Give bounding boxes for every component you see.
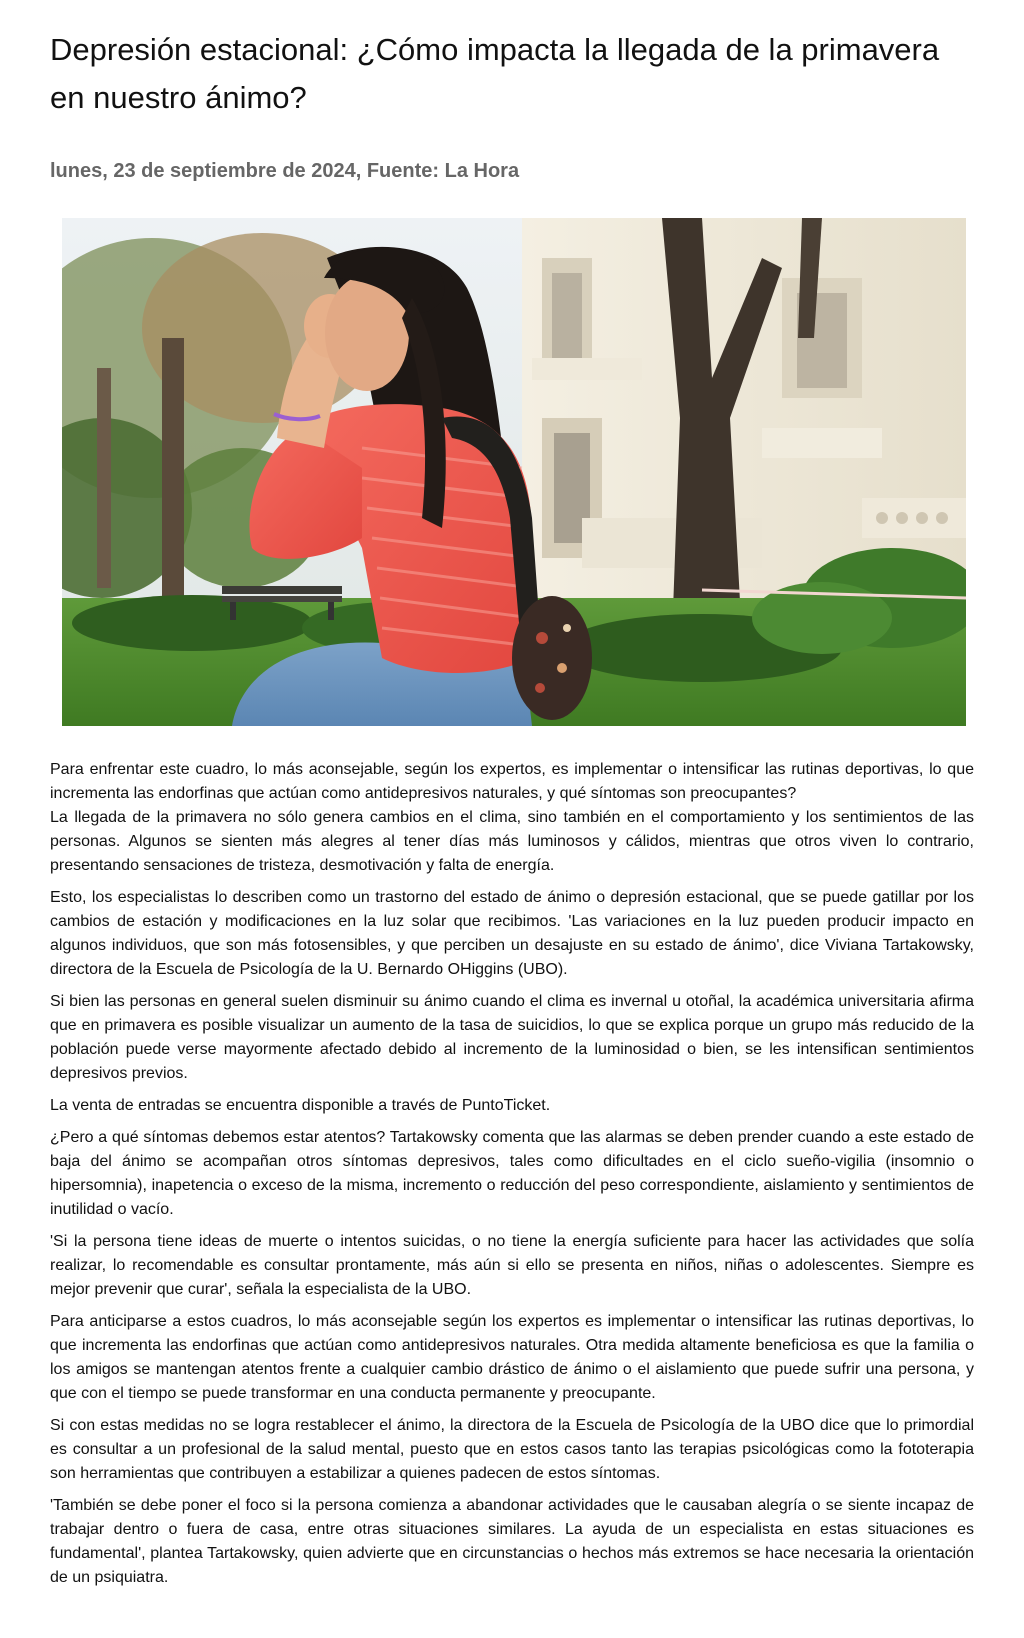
photo-illustration — [62, 218, 966, 726]
paragraph: ¿Pero a qué síntomas debemos estar atentos? Tartakowsky comenta que las alarmas se deben prender cuando a este estado de baja del ánimo se acompañan otros síntomas depresivos, tales como dificultades en el ciclo sueño-vigilia (insomnio o hipersomnia), inapetencia o exceso de la misma, incremento o reducción del peso correspondiente, aislamiento y sentimientos de inutilidad o vacío. — [50, 1129, 974, 1218]
article-meta — [50, 158, 974, 184]
paragraph: Si bien las personas en general suelen disminuir su ánimo cuando el clima es invernal u otoñal, la académica universitaria afirma que en primavera es posible visualizar un aumento de la tasa de suicidios, lo que se explica porque un grupo más reducido de la población puede verse mayormente afectado debido al incremento de la luminosidad o bien, se les intensifican sentimientos depresivos previos. — [50, 993, 974, 1082]
article-source-name: La Hora — [444, 160, 520, 182]
paragraph: Para anticiparse a estos cuadros, lo más aconsejable según los expertos es implementar o intensificar las rutinas deportivas, lo que incrementa las endorfinas que actúan como antidepresivos naturales. Otra medida altamente beneficiosa es que la familia o los amigos se mantengan atentos frente a cualquier cambio drástico de ánimo o el aislamiento que puede sufrir una persona, y que con el tiempo se puede transformar en una conducta permanente y preocupante. — [50, 1313, 974, 1402]
paragraph: 'Si la persona tiene ideas de muerte o intentos suicidas, o no tiene la energía suficiente para hacer las actividades que solía realizar, lo recomendable es consultar prontamente, más aún si ello se presenta en niños, niñas o adolescentes. Siempre es mejor prevenir que curar', señala la especialista de la UBO. — [50, 1233, 974, 1298]
paragraph: Si con estas medidas no se logra restablecer el ánimo, la directora de la Escuela de Psicología de la UBO dice que lo primordial es consultar a un profesional de la salud mental, puesto que en estos casos tanto las terapias psicológicas como la fototerapia son herramientas que contribuyen a estabilizar a quienes padecen de estos síntomas. — [50, 1417, 974, 1482]
article-source-label: Fuente: — [366, 160, 440, 182]
paragraph: La llegada de la primavera no sólo genera cambios en el clima, sino también en el comportamiento y los sentimientos de las personas. Algunos se sienten más alegres al tener días más luminosos y cálidos, mientras que otros viven lo contrario, presentando sensaciones de tristeza, desmotivación y falta de energía. — [50, 809, 974, 874]
paragraph: 'También se debe poner el foco si la persona comienza a abandonar actividades que le causaban alegría o se siente incapaz de trabajar dentro o fuera de casa, entre otras situaciones similares. La ayuda de un especialista en estas situaciones es fundamental', plantea Tartakowsky, quien advierte que en circunstancias o hechos más extremos se hace necesaria la orientación de un psiquiatra. — [50, 1497, 974, 1586]
paragraph: Para enfrentar este cuadro, lo más aconsejable, según los expertos, es implementar o intensificar las rutinas deportivas, lo que incrementa las endorfinas que actúan como antidepresivos naturales, y qué síntomas son preocupantes? — [50, 761, 974, 802]
paragraph: La venta de entradas se encuentra disponible a través de PuntoTicket. — [50, 1097, 551, 1114]
article-photo — [62, 218, 966, 726]
article-date: lunes, 23 de septiembre de 2024, — [50, 160, 362, 182]
article-title: Depresión estacional: ¿Cómo impacta la llegada de la primavera en nuestro ánimo? — [50, 32, 940, 115]
paragraph: Esto, los especialistas lo describen como un trastorno del estado de ánimo o depresión estacional, que se puede gatillar por los cambios de estación y modificaciones en la luz solar que recibimos. 'Las variaciones en la luz pueden producir impacto en algunos individuos, que son más fotosensibles, y que perciben un desajuste en su estado de ánimo', dice Viviana Tartakowsky, directora de la Escuela de Psicología de la U. Bernardo OHiggins (UBO). — [50, 889, 974, 978]
article-body — [50, 758, 974, 1590]
